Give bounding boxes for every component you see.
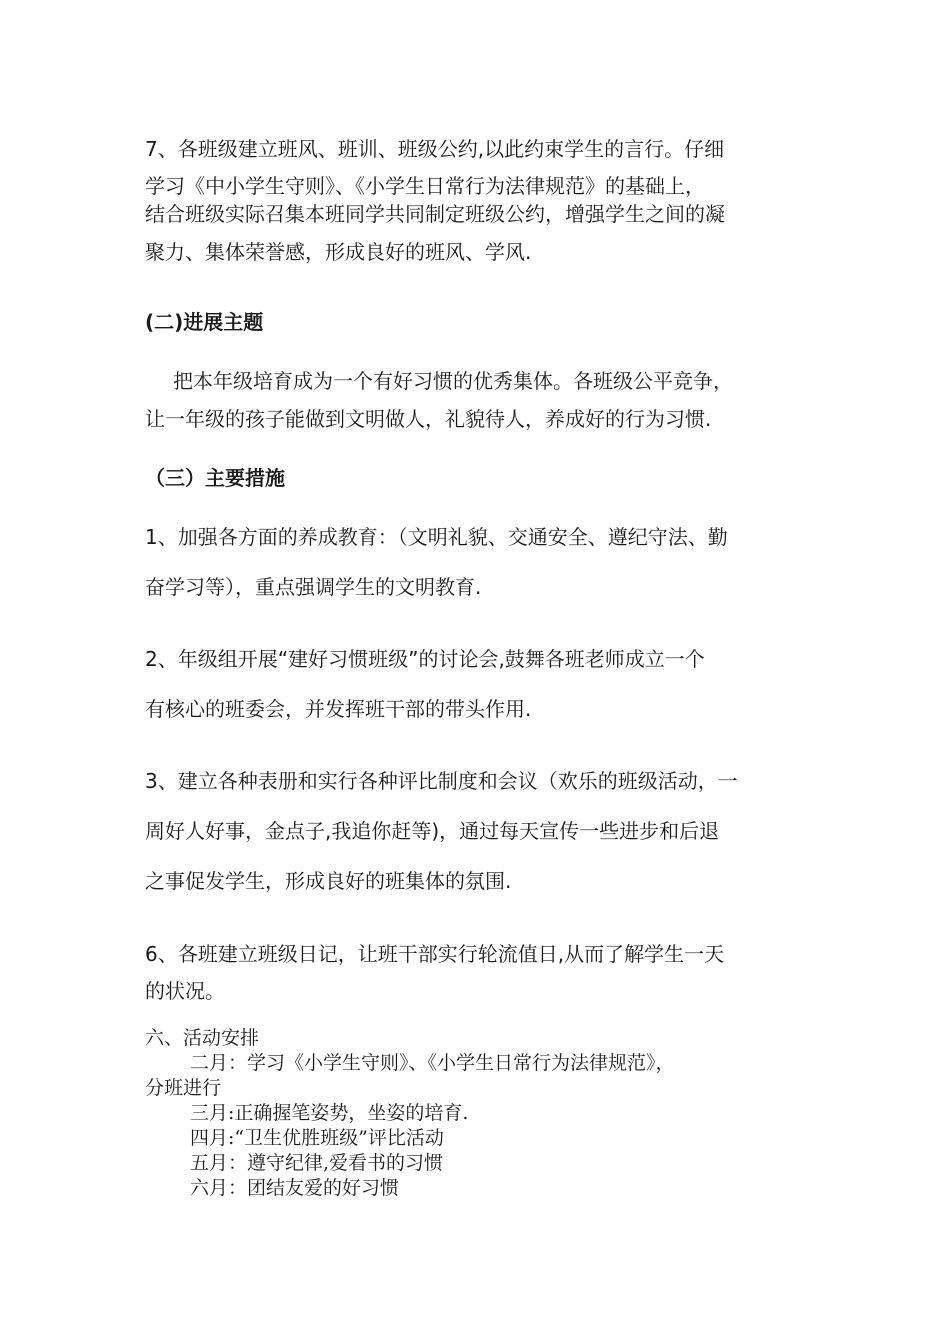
activity-title: 六、活动安排 [145,1027,260,1049]
activity-item: 三月:正确握笔姿势，坐姿的培育. [190,1102,469,1124]
heading-measures: （三）主要措施 [145,466,285,490]
activity-item: 分班进行 [145,1077,222,1099]
paragraph-line: 把本年级培育成为一个有好习惯的优秀集体。各班级公平竞争， [173,369,733,393]
paragraph-line: 1、加强各方面的养成教育：（文明礼貌、交通安全、遵纪守法、勤 [145,525,728,549]
activity-item: 二月：学习《小学生守则》、《小学生日常行为法律规范》， [190,1052,675,1074]
paragraph-line: 结合班级实际召集本班同学共同制定班级公约，增强学生之间的凝 [145,202,725,226]
paragraph-line: 6、各班建立班级日记，让班干部实行轮流值日,从而了解学生一天 [145,942,725,966]
paragraph-line: 2、年级组开展“建好习惯班级”的讨论会,鼓舞各班老师成立一个 [145,647,705,671]
paragraph-line: 之事促发学生，形成良好的班集体的氛围. [145,869,512,893]
heading-theme: (二)进展主题 [145,310,264,334]
paragraph-line: 周好人好事，金点子,我追你赶等)，通过每天宣传一些进步和后退 [145,819,720,843]
paragraph-line: 奋学习等），重点强调学生的文明教育. [145,575,482,599]
paragraph-line: 3、建立各种表册和实行各种评比制度和会议（欢乐的班级活动，一 [145,769,738,793]
paragraph-line: 7、各班级建立班风、班训、班级公约,以此约束学生的言行。仔细 [145,137,725,161]
paragraph-line: 聚力、集体荣誉感，形成良好的班风、学风. [145,240,532,264]
activity-item: 六月：团结友爱的好习惯 [190,1177,400,1199]
paragraph-line: 让一年级的孩子能做到文明做人，礼貌待人，养成好的行为习惯. [145,407,712,431]
paragraph-line: 的状况。 [145,979,225,1003]
activity-item: 五月：遵守纪律,爱看书的习惯 [190,1152,444,1174]
paragraph-line: 学习《中小学生守则》、《小学生日常行为法律规范》的基础上， [145,174,705,198]
activity-item: 四月:“卫生优胜班级”评比活动 [190,1127,444,1149]
paragraph-line: 有核心的班委会，并发挥班干部的带头作用. [145,697,532,721]
